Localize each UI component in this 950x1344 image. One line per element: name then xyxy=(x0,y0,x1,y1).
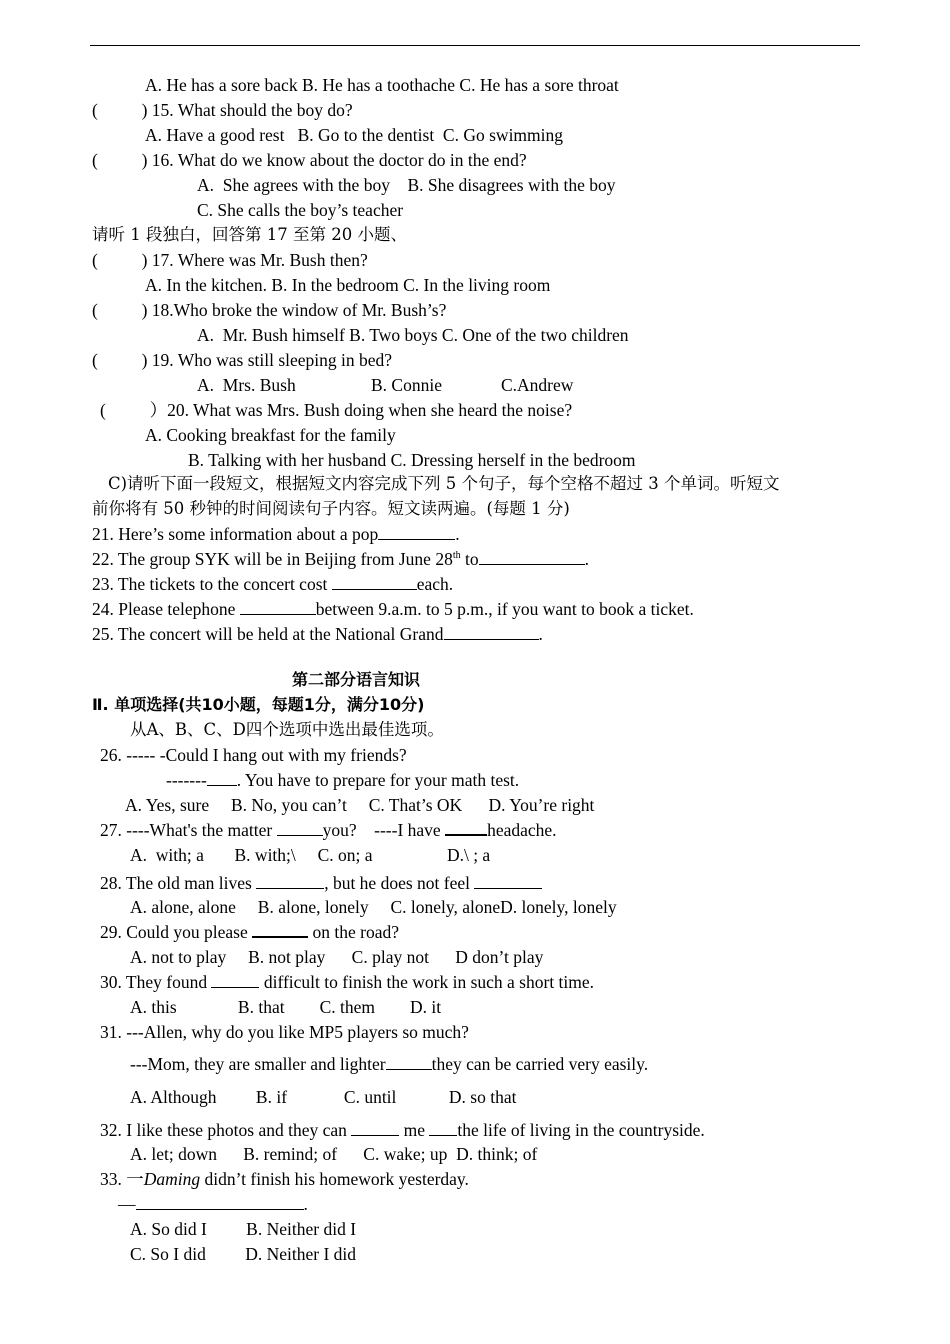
q24-end: between 9.a.m. to 5 p.m., if you want to book a ticket. xyxy=(315,599,694,619)
q33-name: Daming xyxy=(143,1169,201,1189)
q21-blank[interactable] xyxy=(378,524,455,540)
q16-options-c-text: C. She calls the boy’s teacher xyxy=(197,200,404,220)
q15-question xyxy=(92,99,353,121)
q20-option-a-text: A. Cooking breakfast for the family xyxy=(145,425,396,445)
q22-end: . xyxy=(584,549,589,569)
q22-text: 22. The group SYK will be in Beijing from June 28 xyxy=(92,549,453,569)
q26-reply-text: . You have to prepare for your math test. xyxy=(236,770,520,790)
q22-to: to xyxy=(460,549,479,569)
q28-options xyxy=(130,896,617,918)
q19-option-a-text: A. Mrs. Bush xyxy=(197,375,296,395)
q19-option-b xyxy=(371,374,442,396)
monologue-instruction-text: 请听 1 段独白，回答第 17 至第 20 小题、 xyxy=(92,225,407,244)
q33-question xyxy=(100,1168,469,1190)
q19-question xyxy=(92,349,392,371)
q28-blank-2[interactable] xyxy=(474,873,542,889)
q14-options xyxy=(145,74,619,96)
q19-option-b-text: B. Connie xyxy=(371,375,442,395)
q23 xyxy=(92,573,453,595)
q29-question-end: on the road? xyxy=(308,922,400,942)
q33-options-ab xyxy=(130,1218,356,1240)
q24 xyxy=(92,598,694,620)
q25-blank[interactable] xyxy=(444,624,539,640)
section-2-heading-text: Ⅱ. 单项选择(共10小题，每题1分，满分10分) xyxy=(92,695,425,714)
q30-question-text: 30. They found xyxy=(100,972,212,992)
q19-option-c xyxy=(501,374,573,396)
q31-reply-text: ---Mom, they are smaller and lighter xyxy=(130,1054,386,1074)
q29-options-text: A. not to play B. not play C. play not D don’t play xyxy=(130,947,544,967)
q29-blank[interactable] xyxy=(252,921,308,938)
q33-question-text: didn’t finish his homework yesterday. xyxy=(200,1169,469,1189)
q29-question xyxy=(100,921,399,943)
q33-reply-end: . xyxy=(303,1194,308,1214)
q20-question xyxy=(100,399,572,421)
q26-blank[interactable] xyxy=(207,770,237,786)
q25 xyxy=(92,623,543,645)
q31-options xyxy=(130,1086,516,1108)
q30-question-end: difficult to finish the work in such a short time. xyxy=(259,972,595,992)
q16-question xyxy=(92,149,527,171)
q17-options-text: A. In the kitchen. B. In the bedroom C. In the living room xyxy=(145,275,551,295)
q32-question xyxy=(100,1119,705,1141)
q31-reply xyxy=(130,1053,648,1075)
q17-question xyxy=(92,249,368,271)
q24-blank[interactable] xyxy=(240,599,316,615)
q27-options-text: A. with; a B. with;\ C. on; a D.\ ; a xyxy=(130,845,491,865)
q14-options-text: A. He has a sore back B. He has a toothache C. He has a sore throat xyxy=(145,75,619,95)
q27-question-text: 27. ----What's the matter xyxy=(100,820,277,840)
q33-options-cd-text: C. So I did D. Neither I did xyxy=(130,1244,357,1264)
q18-question-text: ( ) 18.Who broke the window of Mr. Bush’s? xyxy=(92,300,447,320)
q26-options-text: A. Yes, sure B. No, you can’t C. That’s OK D. You’re right xyxy=(125,795,595,815)
q31-blank[interactable] xyxy=(386,1054,432,1070)
q31-options-text: A. Although B. if C. until D. so that xyxy=(130,1087,517,1107)
q29-options xyxy=(130,946,543,968)
part-c-instruction-2-text: 前你将有 50 秒钟的时间阅读句子内容。短文读两遍。(每题 1 分) xyxy=(92,499,570,518)
q18-options xyxy=(197,324,629,346)
q27-blank-2[interactable] xyxy=(445,819,487,836)
part-c-instruction-1 xyxy=(108,473,780,495)
q30-options-text: A. this B. that C. them D. it xyxy=(130,997,442,1017)
section-2-heading xyxy=(92,694,424,716)
q20-options-bc-text: B. Talking with her husband C. Dressing herself in the bedroom xyxy=(188,450,636,470)
q17-options xyxy=(145,274,550,296)
part-c-instruction-2 xyxy=(92,498,570,520)
q32-blank-1[interactable] xyxy=(351,1120,399,1136)
q33-question-prefix: 33. 一 xyxy=(100,1169,144,1189)
q23-blank[interactable] xyxy=(332,574,417,590)
q32-options-text: A. let; down B. remind; of C. wake; up D. think; of xyxy=(130,1144,538,1164)
q28-question-text: 28. The old man lives xyxy=(100,873,257,893)
section-2-instruction-text: 从A、B、C、D四个选项中选出最佳选项。 xyxy=(130,720,444,739)
q26-reply xyxy=(166,769,519,791)
q25-text: 25. The concert will be held at the National Grand xyxy=(92,624,444,644)
q16-options-ab-text: A. She agrees with the boy B. She disagrees with the boy xyxy=(197,175,616,195)
q15-options xyxy=(145,124,563,146)
q22-blank[interactable] xyxy=(479,549,585,565)
q19-option-c-text: C.Andrew xyxy=(501,375,574,395)
q31-question-text: 31. ---Allen, why do you like MP5 players so much? xyxy=(100,1022,469,1042)
q21-text: 21. Here’s some information about a pop xyxy=(92,524,379,544)
q32-blank-2[interactable] xyxy=(429,1120,457,1136)
q16-options-ab xyxy=(197,174,615,196)
q32-question-end: the life of living in the countryside. xyxy=(457,1120,705,1140)
q20-question-text: ( ）20. What was Mrs. Bush doing when she heard the noise? xyxy=(100,400,573,420)
part-two-title xyxy=(292,669,420,691)
q29-question-text: 29. Could you please xyxy=(100,922,253,942)
part-two-title-text: 第二部分语言知识 xyxy=(292,670,421,689)
q27-question xyxy=(100,819,557,841)
q20-options-bc xyxy=(188,449,636,471)
q26-question xyxy=(100,744,407,766)
q31-reply-end: they can be carried very easily. xyxy=(431,1054,649,1074)
q27-blank-1[interactable] xyxy=(277,820,323,836)
q27-question-mid: you? ----I have xyxy=(322,820,446,840)
q26-reply-dashes: ------- xyxy=(166,770,207,790)
q33-options-cd xyxy=(130,1243,356,1265)
q23-text: 23. The tickets to the concert cost xyxy=(92,574,332,594)
q20-option-a xyxy=(145,424,396,446)
q33-blank[interactable] xyxy=(136,1194,304,1210)
section-2-instruction xyxy=(130,719,444,741)
q18-question xyxy=(92,299,446,321)
q26-question-text: 26. ----- -Could I hang out with my friends? xyxy=(100,745,407,765)
q21-end: . xyxy=(455,524,460,544)
q27-question-end: headache. xyxy=(487,820,557,840)
q15-options-text: A. Have a good rest B. Go to the dentist C. Go swimming xyxy=(145,125,564,145)
q19-option-a xyxy=(197,374,296,396)
q28-options-text: A. alone, alone B. alone, lonely C. lonely, aloneD. lonely, lonely xyxy=(130,897,617,917)
q15-question-text: ( ) 15. What should the boy do? xyxy=(92,100,353,120)
header-rule xyxy=(90,45,860,46)
q32-question-text: 32. I like these photos and they can xyxy=(100,1120,352,1140)
q21 xyxy=(92,523,460,545)
q30-question xyxy=(100,971,594,993)
q18-options-text: A. Mr. Bush himself B. Two boys C. One of the two children xyxy=(197,325,629,345)
q16-question-text: ( ) 16. What do we know about the doctor do in the end? xyxy=(92,150,527,170)
q28-question xyxy=(100,872,542,894)
q33-reply xyxy=(118,1193,308,1215)
q22 xyxy=(92,548,589,570)
q27-options xyxy=(130,844,490,866)
q22-ordinal: th xyxy=(452,550,461,562)
q23-end: each. xyxy=(416,574,454,594)
q26-options xyxy=(125,794,594,816)
q32-question-mid: me xyxy=(399,1120,430,1140)
q19-question-text: ( ) 19. Who was still sleeping in bed? xyxy=(92,350,393,370)
q28-blank-1[interactable] xyxy=(256,873,324,889)
q33-options-ab-text: A. So did I B. Neither did I xyxy=(130,1219,357,1239)
q32-options xyxy=(130,1143,537,1165)
q17-question-text: ( ) 17. Where was Mr. Bush then? xyxy=(92,250,368,270)
q28-question-mid: , but he does not feel xyxy=(324,873,475,893)
q16-options-c xyxy=(197,199,403,221)
q30-blank[interactable] xyxy=(211,972,259,988)
monologue-instruction xyxy=(92,224,407,246)
q31-question xyxy=(100,1021,469,1043)
q24-text: 24. Please telephone xyxy=(92,599,240,619)
q30-options xyxy=(130,996,441,1018)
q33-reply-dash: — xyxy=(118,1194,136,1214)
part-c-instruction-1-text: C)请听下面一段短文，根据短文内容完成下列 5 个句子，每个空格不超过 3 个单词。听短文 xyxy=(108,474,780,493)
q25-end: . xyxy=(538,624,543,644)
